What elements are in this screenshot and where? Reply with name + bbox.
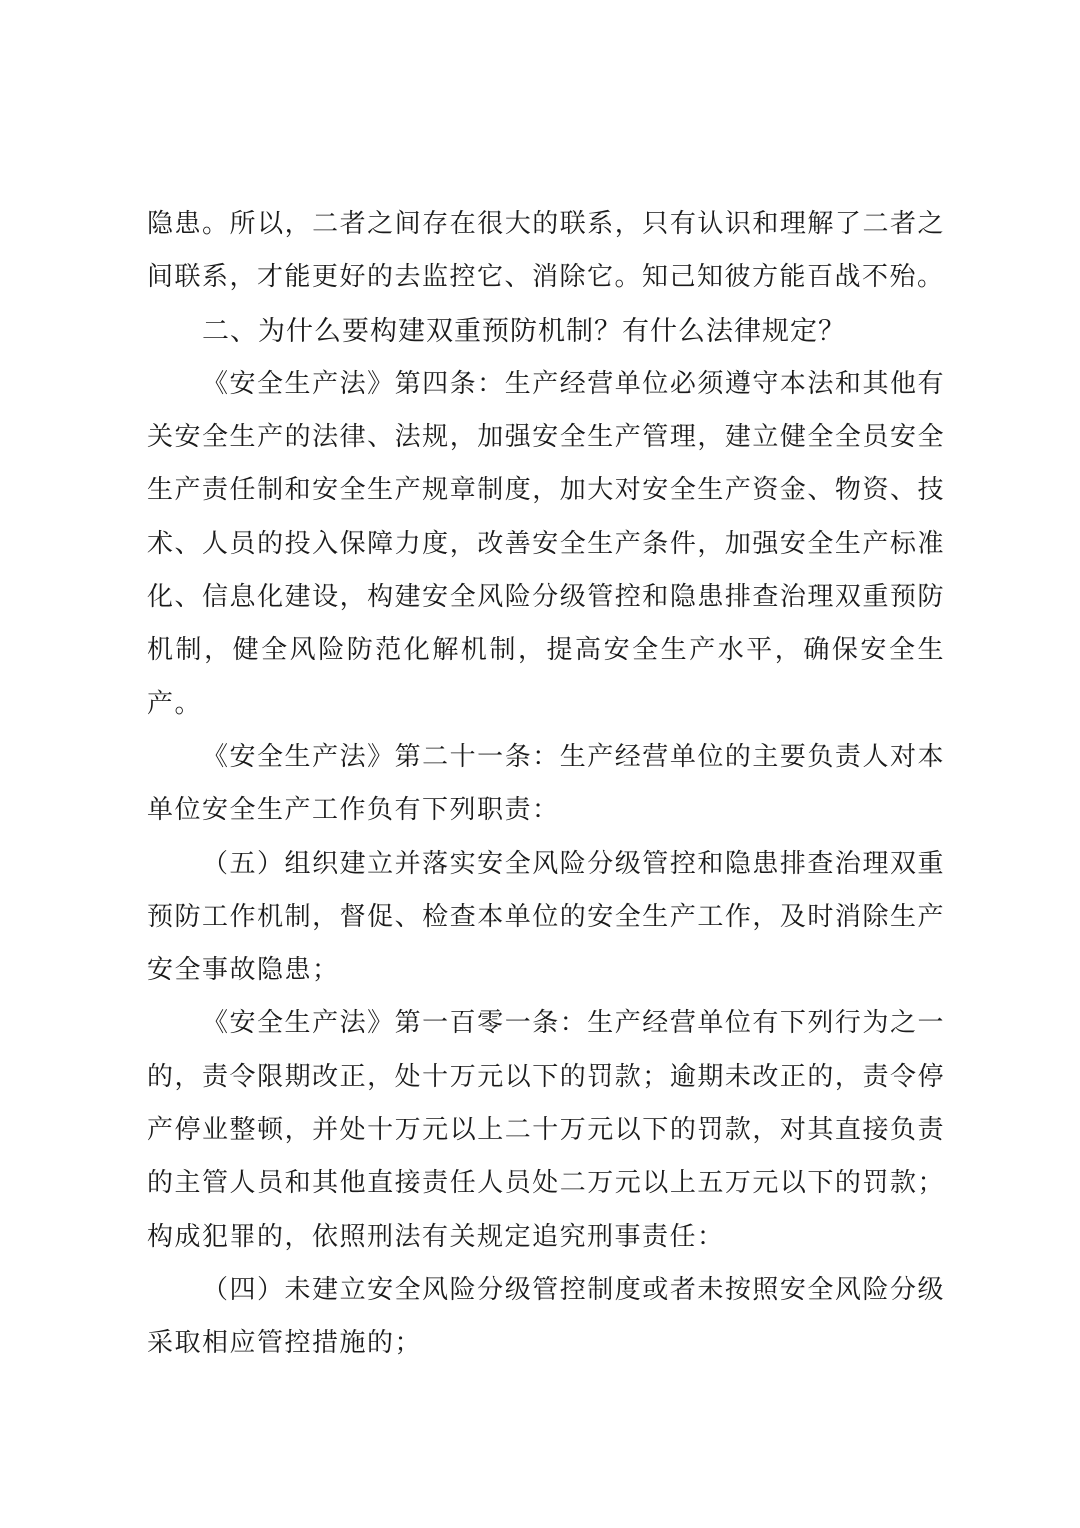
section-heading: 二、为什么要构建双重预防机制？有什么法律规定？	[202, 315, 846, 347]
paragraph-item-5: （五）组织建立并落实安全风险分级管控和隐患排查治理双重预防工作机制，督促、检查本单位的安全生产工作，及时消除生产安全事故隐患；	[147, 848, 945, 986]
paragraph-item-4: （四）未建立安全风险分级管控制度或者未按照安全风险分级采取相应管控措施的；	[147, 1274, 945, 1359]
paragraph-article-21: 《安全生产法》第二十一条：生产经营单位的主要负责人对本单位安全生产工作负有下列职责：	[147, 741, 945, 826]
paragraph-continuation: 隐患。所以，二者之间存在很大的联系，只有认识和理解了二者之间联系，才能更好的去监控它、消除它。知己知彼方能百战不殆。	[147, 209, 945, 293]
document-body	[147, 198, 945, 1371]
paragraph-article-101: 《安全生产法》第一百零一条：生产经营单位有下列行为之一的，责令限期改正，处十万元以下的罚款；逾期未改正的，责令停产停业整顿，并处十万元以上二十万元以下的罚款，对其直接负责的主管人员和其他直接责任人员处二万元以上五万元以下的罚款；构成犯罪的，依照刑法有关规定追究刑事责任：	[147, 1008, 945, 1252]
paragraph-article-4: 《安全生产法》第四条：生产经营单位必须遵守本法和其他有关安全生产的法律、法规，加强安全生产管理，建立健全全员安全生产责任制和安全生产规章制度，加大对安全生产资金、物资、技术、人员的投入保障力度，改善安全生产条件，加强安全生产标准化、信息化建设，构建安全风险分级管控和隐患排查治理双重预防机制，健全风险防范化解机制，提高安全生产水平，确保安全生产。	[147, 368, 945, 719]
